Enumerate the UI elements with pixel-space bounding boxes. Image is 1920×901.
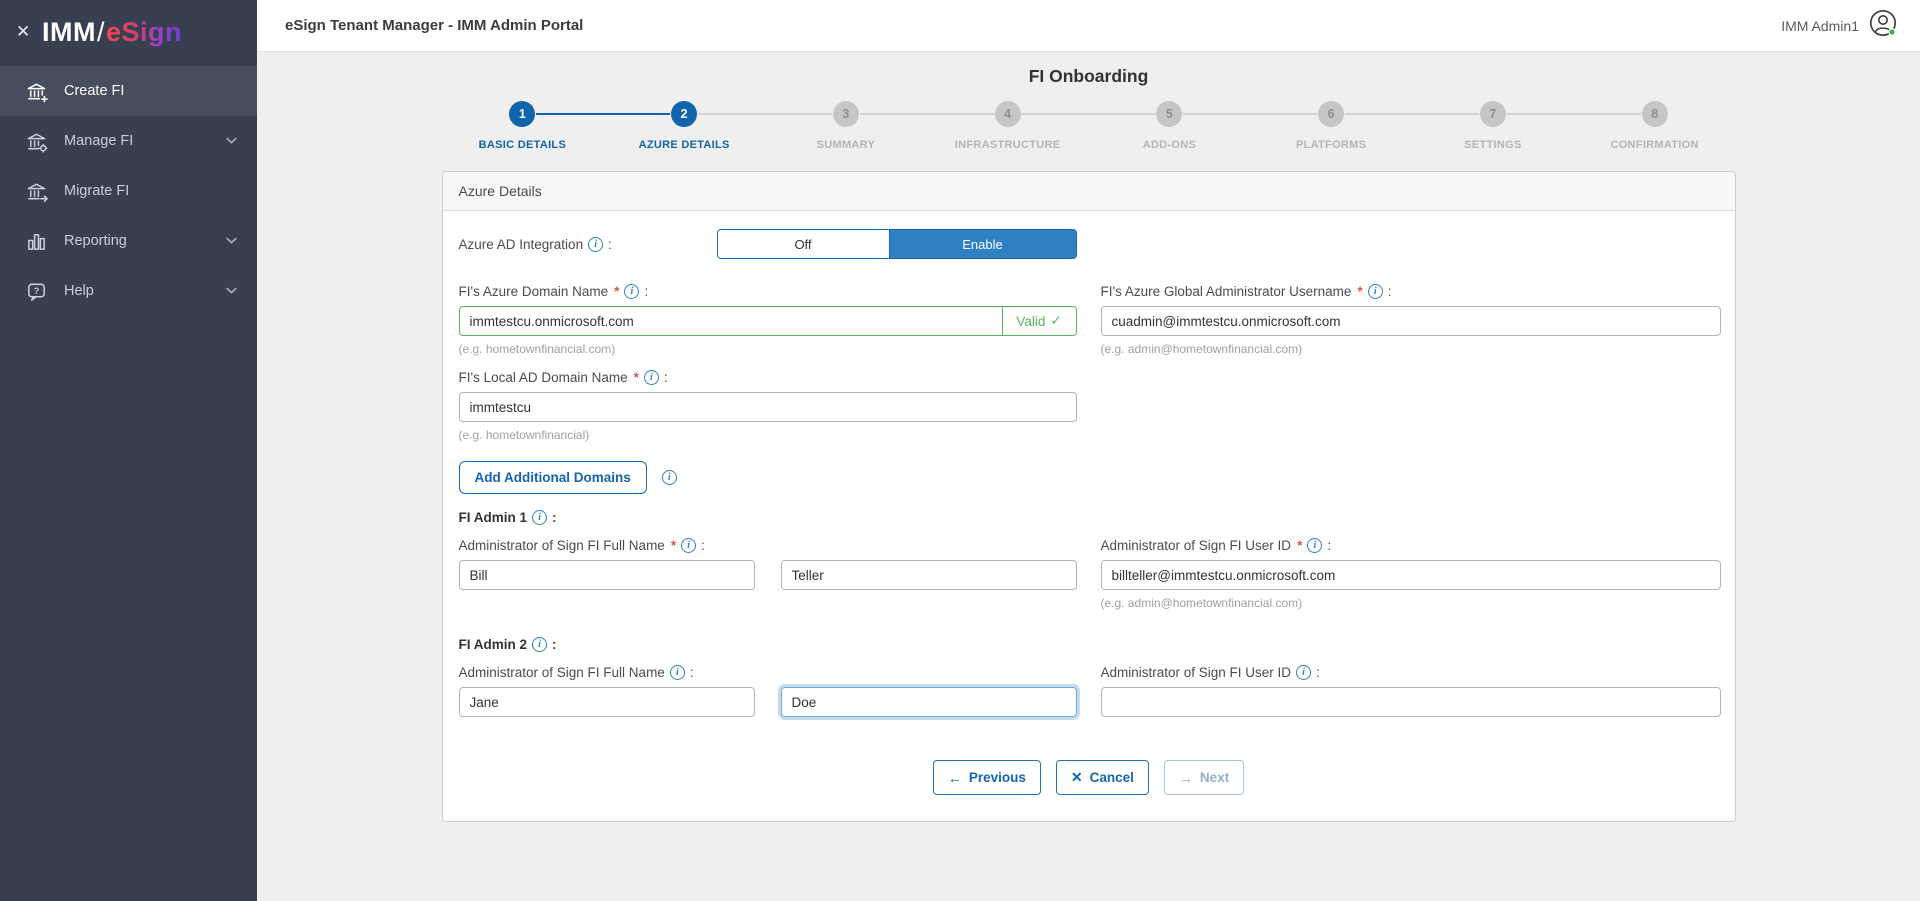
admin2-last-name-input[interactable] (781, 687, 1077, 717)
heading-text: FI Admin 1 (458, 510, 528, 525)
add-additional-domains-button[interactable]: Add Additional Domains (459, 461, 647, 494)
step-number: 1 (509, 101, 535, 127)
admin2-fullname-field (459, 664, 1077, 717)
step-number: 3 (833, 101, 859, 127)
avatar-icon (1868, 8, 1898, 43)
azure-ad-toggle (717, 229, 1077, 259)
step-confirmation (1574, 101, 1736, 151)
global-admin-input[interactable] (1101, 306, 1721, 336)
helper-text: (e.g. admin@hometownfinancial.com) (1100, 342, 1303, 356)
wizard-footer-buttons (459, 760, 1719, 795)
admin1-fullname-field (459, 537, 1077, 610)
fi-admin2-heading (459, 637, 1719, 652)
step-number: 6 (1318, 101, 1344, 127)
local-ad-domain-field (459, 369, 1077, 442)
admin1-userid-field (1101, 537, 1721, 610)
button-label: Next (1199, 770, 1230, 785)
colon: : (1387, 284, 1392, 299)
sidebar-item-manage-fi[interactable] (0, 116, 257, 166)
info-icon[interactable]: i (670, 665, 685, 680)
label-text: FI's Azure Global Administrator Username (1100, 284, 1352, 299)
valid-text: Valid (1016, 313, 1046, 329)
logo-slash: / (96, 16, 105, 47)
global-admin-field (1101, 283, 1721, 356)
right-arrow-icon: → (1178, 769, 1193, 786)
azure-domain-input[interactable] (459, 306, 1003, 336)
help-bubble-icon (24, 279, 48, 303)
panel-title: Azure Details (443, 172, 1735, 211)
info-icon[interactable]: i (681, 538, 696, 553)
helper-text: (e.g. hometownfinancial.com) (458, 342, 616, 356)
chevron-down-icon (225, 234, 239, 248)
step-label: AZURE DETAILS (638, 139, 730, 151)
valid-badge (1003, 306, 1077, 336)
info-icon[interactable]: i (1368, 284, 1383, 299)
label-text: Administrator of Sign FI User ID (1100, 665, 1292, 680)
admin1-userid-input[interactable] (1101, 560, 1721, 590)
step-number: 7 (1480, 101, 1506, 127)
step-number: 2 (671, 101, 697, 127)
svg-text:?: ? (33, 285, 39, 296)
user-name: IMM Admin1 (1781, 17, 1859, 34)
sidebar (0, 0, 257, 901)
admin2-userid-input[interactable] (1101, 687, 1721, 717)
info-icon[interactable]: i (1296, 665, 1311, 680)
azure-domain-field (459, 283, 1077, 356)
previous-button[interactable] (933, 760, 1041, 795)
admin1-userid-label (1101, 538, 1332, 553)
button-label: Cancel (1089, 770, 1134, 785)
helper-text: (e.g. admin@hometownfinancial.com) (1100, 596, 1303, 610)
colon: : (689, 665, 694, 680)
sidebar-item-create-fi[interactable] (0, 66, 257, 116)
step-azure-details[interactable] (603, 101, 765, 151)
sidebar-item-label: Migrate FI (64, 183, 130, 199)
local-ad-domain-label (459, 370, 668, 385)
step-platforms (1250, 101, 1412, 151)
toggle-enable-button[interactable]: Enable (889, 230, 1076, 258)
label-text: FI's Azure Domain Name (458, 284, 609, 299)
colon: : (701, 538, 705, 553)
admin1-last-name-input[interactable] (781, 560, 1077, 590)
x-icon: ✕ (1070, 769, 1083, 785)
info-icon[interactable]: i (644, 370, 659, 385)
cancel-button[interactable] (1056, 760, 1149, 795)
required-marker: * (614, 284, 620, 299)
azure-ad-integration-label (459, 237, 717, 252)
step-label: PLATFORMS (1295, 139, 1367, 151)
label-text: Administrator of Sign FI Full Name (458, 665, 665, 680)
colon: : (608, 236, 612, 252)
sidebar-item-label: Reporting (64, 233, 127, 249)
step-infrastructure (927, 101, 1089, 151)
info-icon[interactable]: i (624, 284, 639, 299)
required-marker: * (670, 538, 677, 553)
next-button[interactable] (1164, 760, 1244, 795)
sidebar-item-label: Help (64, 283, 94, 299)
admin2-fullname-label (459, 665, 694, 680)
colon: : (663, 370, 668, 385)
admin2-first-name-input[interactable] (459, 687, 755, 717)
colon: : (552, 510, 557, 525)
add-domains-row (459, 461, 1719, 494)
sidebar-item-label: Create FI (64, 83, 125, 99)
required-marker: * (1297, 538, 1303, 553)
step-add-ons (1089, 101, 1251, 151)
sidebar-logo-row (0, 0, 257, 64)
helper-text: (e.g. hometownfinancial) (458, 428, 590, 442)
wizard-stepper (442, 101, 1736, 151)
global-admin-label (1101, 284, 1392, 299)
info-icon[interactable]: i (588, 237, 603, 252)
bank-arrow-icon (24, 179, 48, 203)
step-summary (765, 101, 927, 151)
top-bar (257, 0, 1920, 52)
sidebar-nav (0, 66, 257, 316)
heading-text: FI Admin 2 (458, 637, 528, 652)
step-number: 4 (995, 101, 1021, 127)
label-text: Administrator of Sign FI User ID (1100, 538, 1292, 553)
step-basic-details[interactable] (442, 101, 604, 151)
step-number: 8 (1642, 101, 1668, 127)
logo-imm: IMM (42, 16, 96, 47)
panel-body (443, 211, 1735, 821)
step-label: SUMMARY (816, 139, 876, 151)
step-label: CONFIRMATION (1610, 139, 1699, 151)
page-title: FI Onboarding (1028, 66, 1149, 86)
left-arrow-icon: ← (947, 769, 962, 786)
step-label: SETTINGS (1464, 139, 1522, 151)
sidebar-item-label: Manage FI (64, 133, 134, 149)
bar-chart-icon (24, 229, 48, 253)
admin1-first-name-input[interactable] (459, 560, 755, 590)
chevron-down-icon (225, 284, 239, 298)
info-icon[interactable]: i (532, 637, 547, 652)
info-icon[interactable]: i (662, 470, 677, 485)
info-icon[interactable]: i (532, 510, 547, 525)
button-label: Previous (968, 770, 1026, 785)
sidebar-item-migrate-fi[interactable] (0, 166, 257, 216)
colon: : (1327, 538, 1332, 553)
bank-gear-icon (24, 129, 48, 153)
colon: : (552, 637, 557, 652)
bank-plus-icon (24, 79, 48, 103)
step-number: 5 (1156, 101, 1182, 127)
close-icon[interactable]: ✕ (16, 22, 31, 41)
colon: : (644, 284, 649, 299)
admin1-fullname-label (459, 538, 705, 553)
user-menu[interactable] (1781, 8, 1898, 43)
step-label: BASIC DETAILS (478, 139, 567, 151)
step-label: ADD-ONS (1142, 139, 1197, 151)
admin2-userid-label (1101, 665, 1320, 680)
logo-esign: eSign (106, 16, 183, 47)
colon: : (1316, 665, 1320, 680)
admin2-userid-field (1101, 664, 1721, 717)
step-label: INFRASTRUCTURE (954, 139, 1061, 151)
main-content (257, 52, 1920, 901)
azure-details-panel (442, 171, 1736, 822)
local-ad-domain-input[interactable] (459, 392, 1077, 422)
chevron-down-icon (225, 134, 239, 148)
app-title: eSign Tenant Manager - IMM Admin Portal (285, 17, 584, 34)
info-icon[interactable]: i (1307, 538, 1322, 553)
sidebar-item-reporting[interactable] (0, 216, 257, 266)
required-marker: * (1357, 284, 1363, 299)
azure-ad-integration-row (459, 229, 1719, 259)
step-settings (1412, 101, 1574, 151)
imm-esign-logo (42, 17, 182, 48)
label-text: Administrator of Sign FI Full Name (458, 538, 665, 553)
toggle-off-button[interactable]: Off (718, 230, 889, 258)
label-text: FI's Local AD Domain Name (458, 370, 628, 385)
required-marker: * (633, 370, 639, 385)
label-text: Azure AD Integration (458, 236, 584, 252)
check-icon: ✓ (1050, 313, 1062, 328)
fi-admin1-heading (459, 510, 1719, 525)
azure-domain-input-group (459, 306, 1077, 336)
azure-domain-label (459, 284, 649, 299)
sidebar-item-help[interactable] (0, 266, 257, 316)
